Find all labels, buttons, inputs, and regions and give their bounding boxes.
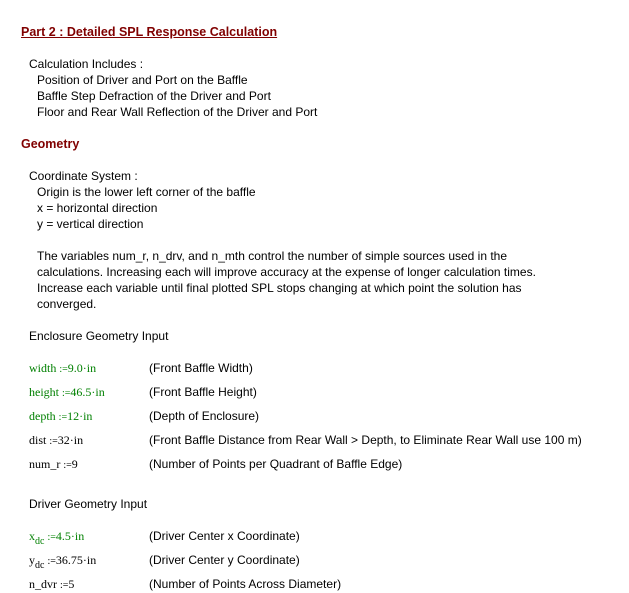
assign-op: := (47, 556, 56, 567)
var-value: 5 (68, 577, 75, 591)
var-value: 9.0·in (67, 361, 97, 375)
assign-op: := (58, 412, 68, 423)
var-name: dist (29, 433, 47, 447)
var-value: 12·in (67, 409, 93, 423)
enclosure-desc: (Front Baffle Distance from Rear Wall > Depth, to Eliminate Rear Wall use 100 m) (149, 433, 582, 447)
var-value: 4.5·in (55, 529, 85, 543)
var-subscript: dc (35, 536, 45, 547)
enclosure-eq-dist[interactable] (29, 433, 83, 448)
enclosure-desc: (Front Baffle Width) (149, 361, 253, 375)
var-value: 9 (71, 457, 78, 471)
assign-op: := (47, 532, 56, 543)
enclosure-desc: (Depth of Enclosure) (149, 409, 260, 423)
var-value: 46.5·in (70, 385, 105, 399)
driver-desc: (Number of Points Across Diameter) (149, 577, 342, 591)
calc-item: Floor and Rear Wall Reflection of the Driver and Port (37, 105, 318, 119)
var-name: num_r (29, 457, 61, 471)
assign-op: := (62, 388, 71, 399)
var-value: 32·in (57, 433, 84, 447)
enclosure-eq-num-r[interactable] (29, 457, 78, 472)
var-name: width (29, 361, 57, 375)
var-name: n_dvr (29, 577, 57, 591)
calc-item: Baffle Step Defraction of the Driver and Port (37, 89, 271, 103)
enclosure-eq-depth[interactable] (29, 409, 92, 424)
assign-op: := (63, 460, 72, 471)
variables-line: The variables num_r, n_drv, and n_mth control the number of simple sources used in the (37, 249, 508, 263)
enclosure-desc: (Front Baffle Height) (149, 385, 257, 399)
assign-op: := (59, 364, 68, 375)
driver-desc: (Driver Center x Coordinate) (149, 529, 300, 543)
part-heading: Part 2 : Detailed SPL Response Calculation (21, 25, 278, 39)
calc-item: Position of Driver and Port on the Baffle (37, 73, 248, 87)
driver-desc: (Driver Center y Coordinate) (149, 553, 300, 567)
enclosure-eq-width[interactable] (29, 361, 96, 376)
driver-eq-n-dvr[interactable] (29, 577, 74, 592)
variables-line: calculations. Increasing each will improve accuracy at the expense of longer calculation times. (37, 265, 536, 279)
assign-op: := (49, 436, 58, 447)
var-name: x (29, 529, 35, 543)
assign-op: := (60, 580, 69, 591)
coord-item: x = horizontal direction (37, 201, 158, 215)
geometry-heading: Geometry (21, 137, 80, 151)
var-subscript: dc (35, 560, 45, 571)
var-name: depth (29, 409, 56, 423)
coord-intro: Coordinate System : (29, 169, 138, 183)
variables-line: converged. (37, 297, 97, 311)
variables-line: Increase each variable until final plotted SPL stops changing at which point the solution has (37, 281, 522, 295)
driver-eq-x-dc[interactable] (29, 529, 85, 547)
enclosure-desc: (Number of Points per Quadrant of Baffle Edge) (149, 457, 403, 471)
driver-heading: Driver Geometry Input (29, 497, 148, 511)
calc-intro: Calculation Includes : (29, 57, 144, 71)
driver-eq-y-dc[interactable] (29, 553, 97, 571)
var-name: height (29, 385, 59, 399)
coord-item: Origin is the lower left corner of the baffle (37, 185, 256, 199)
var-value: 36.75·in (55, 553, 97, 567)
enclosure-eq-height[interactable] (29, 385, 105, 400)
var-name: y (29, 553, 35, 567)
coord-item: y = vertical direction (37, 217, 144, 231)
enclosure-heading: Enclosure Geometry Input (29, 329, 169, 343)
